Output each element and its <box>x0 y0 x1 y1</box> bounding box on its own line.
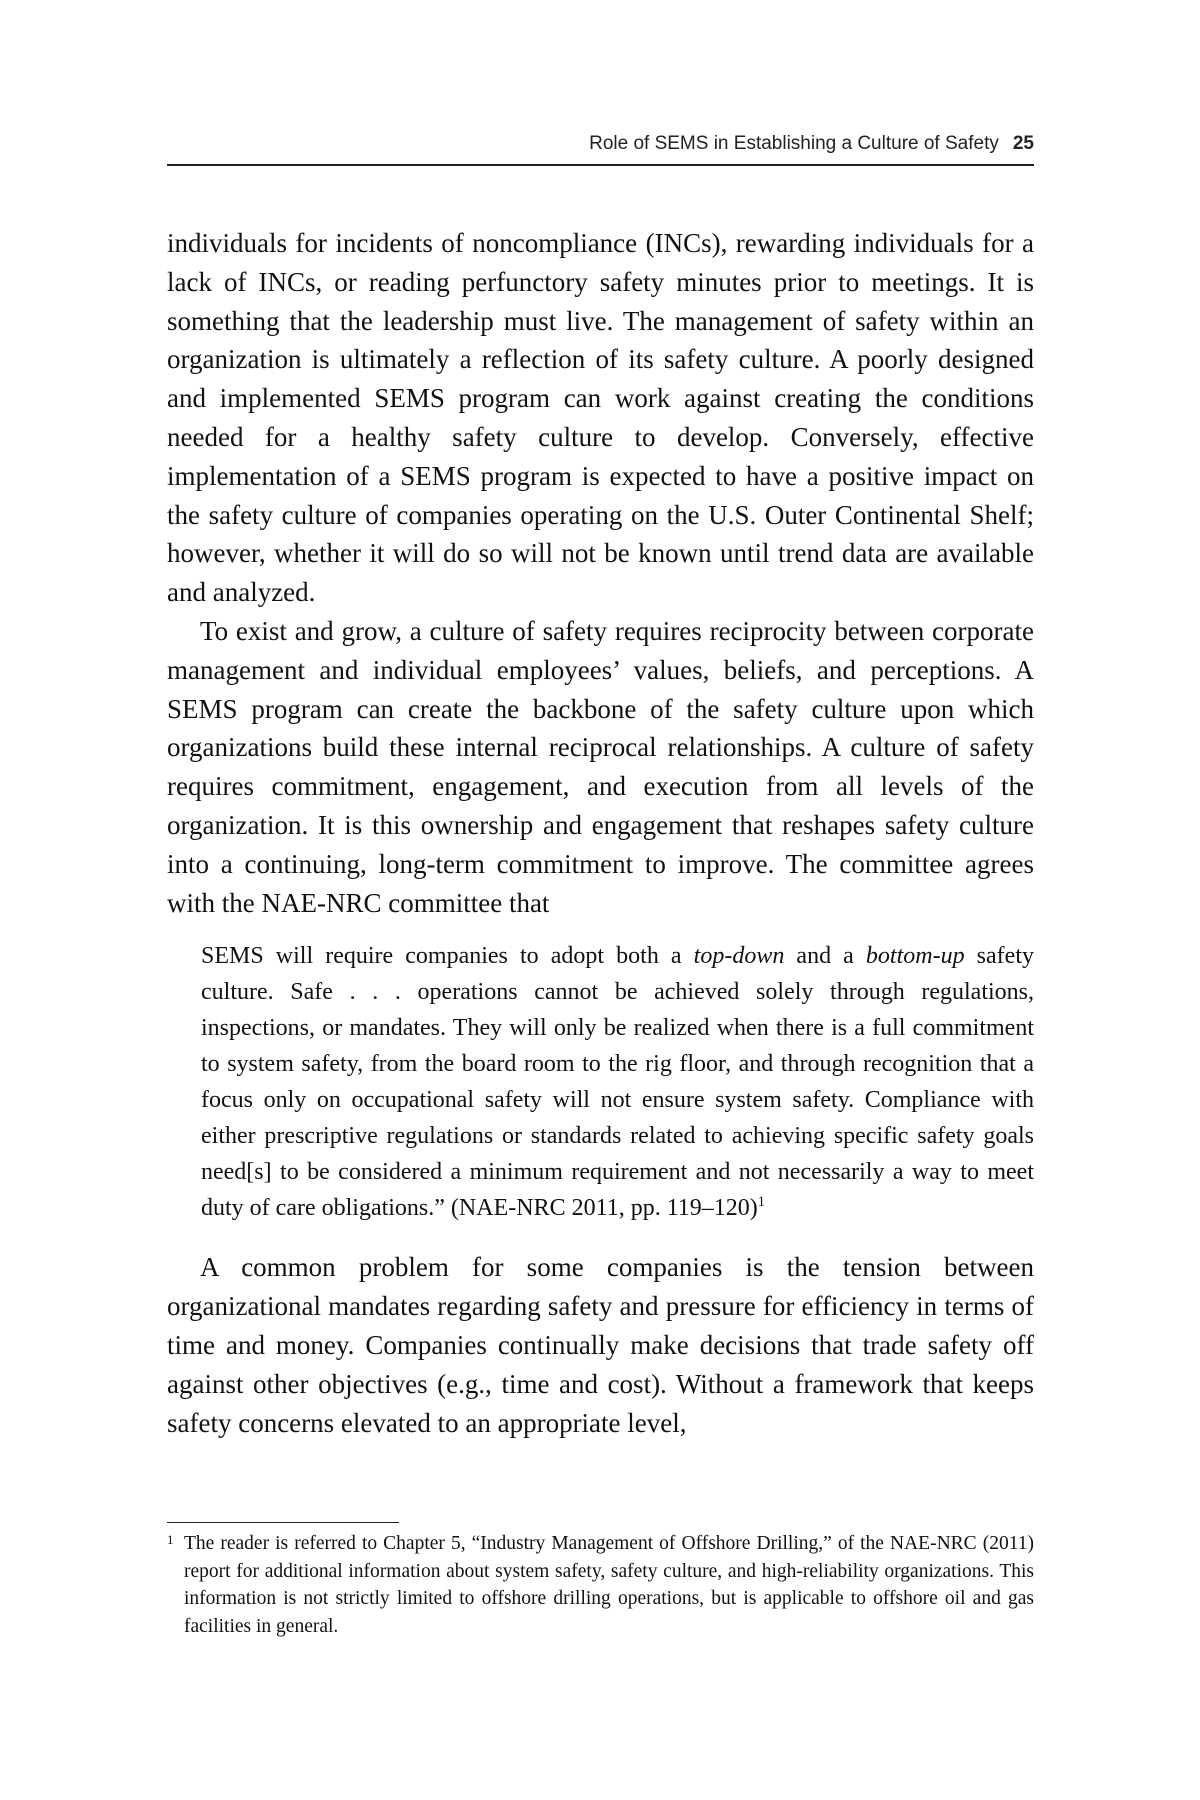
footnote-text: The reader is referred to Chapter 5, “Industry Management of Offshore Drilling,” of the NAE-NRC (2011) report for additional information about system safety, safety culture, and high-reliability organizations. This information is not strictly limited to offshore drilling operations, but is applicable to offshore oil and gas facilities in general. <box>184 1533 1034 1637</box>
footnote-rule <box>167 1522 399 1523</box>
quote-emphasis-bottom-up: bottom-up <box>865 943 965 970</box>
running-title: Role of SEMS in Establishing a Culture of Safety <box>589 133 999 154</box>
footnote-reference[interactable]: 1 <box>757 1194 765 1211</box>
paragraph-3: A common problem for some companies is the tension between organizational mandates regarding safety and pressure for efficiency in terms of time and money. Companies continually make decisions that trade safety off against other objectives (e.g., time and cost). Without a framework that keeps safety concerns elevated to an appropriate level, <box>167 1252 1034 1438</box>
running-head <box>167 132 1034 156</box>
footnote <box>167 1530 1034 1640</box>
paragraph-1: individuals for incidents of noncompliance (INCs), rewarding individuals for a lack of INCs, or reading perfunctory safety minutes prior to meetings. It is something that the leadership must live. The management of safety within an organization is ultimately a reflection of its safety culture. A poorly designed and implemented SEMS program can work against creating the conditions needed for a healthy safety culture to develop. Conversely, effective implementation of a SEMS program is expected to have a positive impact on the safety culture of companies operating on the U.S. Outer Continental Shelf; however, whether it will do so will not be known until trend data are available and analyzed. <box>167 228 1034 608</box>
quote-text-1: SEMS will require companies to adopt both a <box>201 943 694 970</box>
main-text <box>167 224 1034 1442</box>
page-number: 25 <box>1012 133 1034 154</box>
quote-text-2: and a <box>784 943 866 970</box>
footnote-marker: 1 <box>167 1532 174 1547</box>
quote-text-3: safety culture. Safe . . . operations cannot be achieved solely through regulations, inspections, or mandates. They will only be realized when there is a full commitment to system safety, from the board room to the rig floor, and through recognition that a focus only on occupational safety will not ensure system safety. Compliance with either prescriptive regulations or standards related to achieving specific safety goals need[s] to be considered a minimum requirement and not necessarily a way to meet duty of care obligations.” (NAE-NRC 2011, pp. 119–120) <box>201 943 1034 1222</box>
block-quote <box>201 938 1034 1226</box>
header-rule <box>167 164 1034 166</box>
quote-emphasis-top-down: top-down <box>693 943 785 970</box>
paragraph-2: To exist and grow, a culture of safety requires reciprocity between corporate management and individual employees’ values, beliefs, and perceptions. A SEMS program can create the backbone of the safety culture upon which organizations build these internal reciprocal relationships. A culture of safety requires commitment, engagement, and execution from all levels of the organization. It is this ownership and engagement that reshapes safety culture into a continuing, long-term commitment to improve. The committee agrees with the NAE-NRC committee that <box>167 615 1034 918</box>
